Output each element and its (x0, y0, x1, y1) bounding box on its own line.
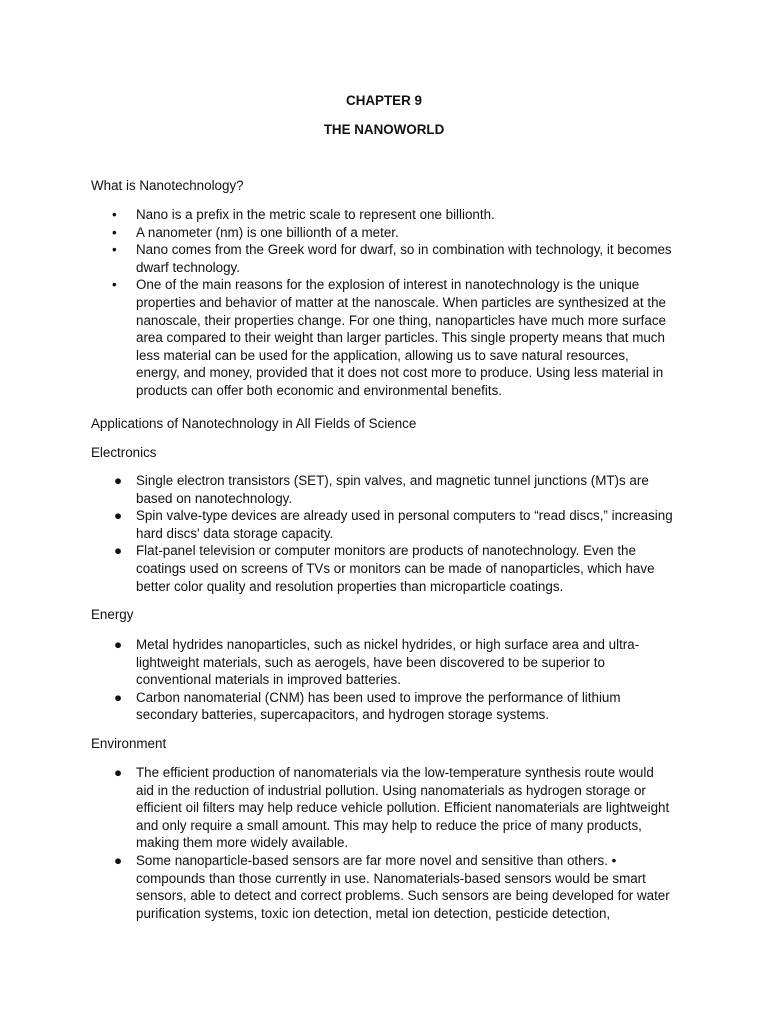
bullet-marker: ● (114, 637, 123, 652)
list-item: ● Spin valve-type devices are already used in personal computers to “read discs,” increasing hard discs' data storage capacity. (114, 508, 673, 541)
list-item: • A nanometer (nm) is one billionth of a meter. (112, 224, 399, 240)
applications-heading: Applications of Nanotechnology in All Fields of Science (91, 416, 417, 431)
energy-list (114, 636, 674, 724)
bullet-marker: ● (114, 543, 123, 559)
environment-heading: Environment (91, 736, 167, 751)
list-item: ● Metal hydrides nanoparticles, such as nickel hydrides, or high surface area and ultra-lightweight materials, such as aerogels, have been discovered to be superior to conventional materials in improved batteries. (114, 637, 640, 688)
energy-heading: Energy (91, 607, 134, 622)
what-is-list (112, 206, 672, 400)
chapter-label: CHAPTER 9 (346, 93, 422, 108)
list-item: ● The efficient production of nanomaterials via the low-temperature synthesis route would aid in the reduction of industrial pollution. Using nanomaterials as hydrogen storage or efficient oil filters may help reduce vehicle pollution. Efficient nanomaterials are lightweight and only require a small amount. This may help to reduce the price of many products, making them more widely available. (114, 765, 670, 851)
bullet-marker: • (112, 207, 117, 222)
bullet-marker: ● (114, 689, 123, 705)
list-item: • Nano comes from the Greek word for dwarf, so in combination with technology, it becomes dwarf technology. (112, 242, 672, 275)
list-item: • One of the main reasons for the explosion of interest in nanotechnology is the unique properties and behavior of matter at the nanoscale. When particles are synthesized at the nanoscale, their properties change. For one thing, nanoparticles have much more surface area compared to their weight than larger particles. This single property means that much less material can be used for the application, allowing us to save natural resources, energy, and money, provided that it does not cost more to produce. Using less material in products can offer both economic and environmental benefits. (112, 277, 666, 398)
chapter-title: THE NANOWORLD (323, 122, 445, 137)
bullet-marker: • (112, 224, 117, 240)
what-is-nanotechnology-heading: What is Nanotechnology? (91, 178, 244, 193)
list-item: • Nano is a prefix in the metric scale to represent one billionth. (112, 207, 495, 222)
bullet-marker: ● (114, 765, 123, 780)
bullet-marker: ● (114, 473, 123, 488)
bullet-marker: • (112, 277, 117, 293)
list-item: ● Carbon nanomaterial (CNM) has been used to improve the performance of lithium secondary batteries, supercapacitors, and hydrogen storage systems. (114, 689, 621, 723)
bullet-marker: • (112, 242, 117, 258)
electronics-heading: Electronics (91, 445, 157, 460)
list-item: ● Single electron transistors (SET), spin valves, and magnetic tunnel junctions (MT)s are based on nanotechnology. (114, 473, 649, 506)
environment-list (114, 764, 674, 922)
bullet-marker: ● (114, 508, 123, 524)
list-item: ● Some nanoparticle-based sensors are far more novel and sensitive than others. • compounds than those currently in use. Nanomaterials-based sensors would be smart sensors, able to detect and correct problems. Such sensors are being developed for water purification systems, toxic ion detection, metal ion detection, pesticide detection, (114, 852, 670, 921)
list-item: ● Flat-panel television or computer monitors are products of nanotechnology. Even the coatings used on screens of TVs or monitors can be made of nanoparticles, which have better color quality and resolution properties than microparticle coatings. (114, 543, 655, 594)
bullet-marker: ● (114, 852, 123, 868)
electronics-list (114, 472, 674, 595)
